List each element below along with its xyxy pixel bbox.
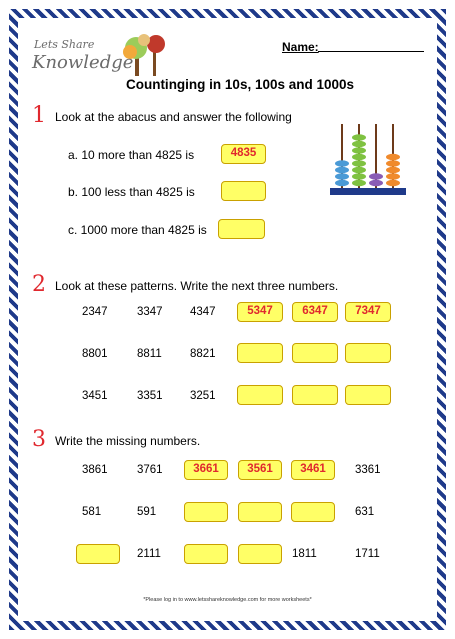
q2-row1-answer2[interactable]: 6347 [292,302,338,322]
q2-row3-answer1[interactable] [237,385,283,405]
q3-row2-given6: 631 [355,506,375,518]
q2-row1-answer1[interactable]: 5347 [237,302,283,322]
abacus-icon [330,120,410,198]
q2-row2-given1: 8801 [82,348,108,360]
q3-row3-answer4[interactable] [238,544,282,564]
abacus-bead [386,160,400,166]
q3-row1-given1: 3861 [82,464,108,476]
q3-row1-answer3[interactable]: 3661 [184,460,228,480]
abacus-bead [352,134,366,140]
q3-row3-answer1[interactable] [76,544,120,564]
q1-answer-c[interactable] [218,219,265,239]
q1-instruction: Look at the abacus and answer the following [55,110,292,124]
abacus-bead [335,167,349,173]
q2-row2-answer1[interactable] [237,343,283,363]
q2-row1-answer3[interactable]: 7347 [345,302,391,322]
q3-row2-given1: 581 [82,506,102,518]
abacus-bead [352,147,366,153]
abacus-bead [352,160,366,166]
abacus-bead [386,167,400,173]
q3-number: 3 [32,427,46,452]
abacus-bead [335,173,349,179]
abacus-bead [352,154,366,160]
q2-row3-given1: 3451 [82,390,108,402]
abacus-bead [369,173,383,179]
q3-row3-given5: 1811 [292,548,317,560]
logo [24,30,174,80]
q2-row2-given3: 8821 [190,348,216,360]
q2-row3-answer2[interactable] [292,385,338,405]
q1-number: 1 [32,103,46,128]
q3-instruction: Write the missing numbers. [55,434,201,448]
q1-answer-a[interactable]: 4835 [221,144,266,164]
q2-row3-given2: 3351 [137,390,163,402]
abacus-bead [335,160,349,166]
logo-line1: Lets Share [34,38,95,51]
q2-row1-given3: 4347 [190,306,216,318]
q3-row3-given6: 1711 [355,548,380,560]
q2-number: 2 [32,272,46,297]
q3-row2-answer4[interactable] [238,502,282,522]
abacus-bead [386,154,400,160]
q2-row2-given2: 8811 [137,348,162,360]
q3-row1-answer4[interactable]: 3561 [238,460,282,480]
q3-row3-given2: 2111 [137,548,161,560]
abacus-bead [352,141,366,147]
q3-row1-given2: 3761 [137,464,163,476]
q1-item-c: c. 1000 more than 4825 is [68,223,207,237]
q1-item-b: b. 100 less than 4825 is [68,185,195,199]
abacus-bead [352,173,366,179]
q2-row1-given2: 3347 [137,306,163,318]
q3-row2-answer3[interactable] [184,502,228,522]
q2-row3-given3: 3251 [190,390,216,402]
q3-row2-given2: 591 [137,506,157,518]
abacus-bead [386,173,400,179]
q2-row2-answer2[interactable] [292,343,338,363]
q2-row3-answer3[interactable] [345,385,391,405]
q3-row1-answer5[interactable]: 3461 [291,460,335,480]
name-label: Name: [282,40,319,54]
name-field[interactable] [318,51,424,52]
logo-line2: Knowledge [32,52,134,73]
q2-row2-answer3[interactable] [345,343,391,363]
abacus-bead [352,167,366,173]
abacus-bead [352,180,366,186]
abacus-bead [386,180,400,186]
q1-item-a: a. 10 more than 4825 is [68,148,195,162]
footer-note: *Please log in to www.letsshareknowledge.com for more worksheets* [143,597,312,603]
q2-instruction: Look at these patterns. Write the next three numbers. [55,279,339,293]
abacus-bead [369,180,383,186]
page-title: Countinging in 10s, 100s and 1000s [125,77,355,92]
q3-row2-answer5[interactable] [291,502,335,522]
q3-row3-answer3[interactable] [184,544,228,564]
q1-answer-b[interactable] [221,181,266,201]
abacus-bead [335,180,349,186]
q2-row1-given1: 2347 [82,306,108,318]
q3-row1-given6: 3361 [355,464,381,476]
